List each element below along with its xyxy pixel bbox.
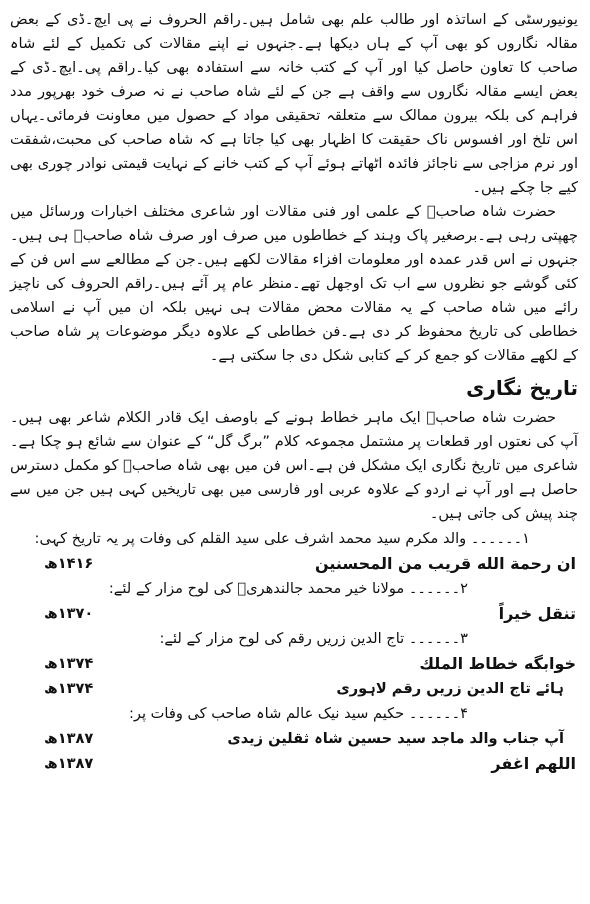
chronogram-caption: ۲۔۔۔۔۔۔ مولانا خیر محمد جالندھریؒ کی لوح مزار کے لئے: bbox=[108, 580, 468, 597]
chronogram-year: ۱۳۷۴ھ bbox=[44, 655, 94, 672]
chronogram-3-line2-row bbox=[10, 676, 578, 701]
chronogram-year: ۱۴۱۶ھ bbox=[44, 555, 94, 572]
chronogram-year: ۱۳۷۰ھ bbox=[44, 605, 94, 622]
chronogram-line-2: اللهم اغفر bbox=[491, 754, 576, 773]
section-paragraph: حضرت شاہ صاحبؒ ایک ماہر خطاط ہونے کے باوصف ایک قادر الکلام شاعر بھی ہیں۔آپ کی نعتوں اور قطعات پر مشتمل مجموعہ کلام ”برگ گل“ کے عنوان سے شائع ہو چکا ہے۔شاعری میں تاریخ نگاری ایک مشکل فن ہے۔اس فن میں بھی شاہ صاحبؒ کو مکمل دسترس حاصل ہے اور آپ نے اردو کے علاوہ عربی اور فارسی میں بھی تاریخیں کہی ہیں جن میں سے چند پیش کی جاتی ہیں۔ bbox=[10, 409, 578, 522]
chronogram-2-line-row bbox=[10, 601, 578, 626]
chronogram-1-caption-row bbox=[10, 526, 578, 551]
chronogram-4-line2-row bbox=[10, 751, 578, 776]
chronogram-line: تنقل خیراً bbox=[498, 604, 576, 623]
chronogram-4-caption-row bbox=[10, 701, 578, 726]
chronogram-caption: ۳۔۔۔۔۔۔ تاج الدین زریں رقم کی لوح مزار کے لئے: bbox=[159, 630, 468, 647]
chronogram-year-2: ۱۳۷۴ھ bbox=[44, 680, 94, 697]
section-heading: تاریخ نگاری bbox=[466, 376, 578, 400]
chronogram-year-2: ۱۳۸۷ھ bbox=[44, 755, 94, 772]
chronogram-caption: ۱۔۔۔۔۔۔ والد مکرم سید محمد اشرف علی سید القلم کی وفات پر یہ تاریخ کہی: bbox=[34, 530, 530, 547]
chronogram-3-caption-row bbox=[10, 626, 578, 651]
chronogram-line: خوابگه خطاط الملك bbox=[419, 654, 576, 673]
chronogram-1-line-row bbox=[10, 551, 578, 576]
chronogram-year: ۱۳۸۷ھ bbox=[44, 730, 94, 747]
chronogram-2-caption-row bbox=[10, 576, 578, 601]
intro-paragraph-2: حضرت شاہ صاحبؒ کے علمی اور فنی مقالات اور شاعری مختلف اخبارات ورسائل میں چھپتی رہی ہے۔برصغیر پاک وہند کے خطاطوں میں صرف اور صرف شاہ صاحبؒ ہی ہیں۔جنہوں نے اس قدر عمدہ اور معلومات افزاء مقالات لکھے ہیں۔جن کے مطالعے سے اس فن کے کئی گوشے جو نظروں سے اب تک اوجھل تھے۔منظر عام پر آئے ہیں۔راقم الحروف کی ناچیز رائے میں شاہ صاحب کے یہ مقالات محض مقالات ہی نہیں بلکہ ان میں آپ نے اسلامی خطاطی کی تاریخ محفوظ کر دی ہے۔فن خطاطی کے علاوہ دیگر موضوعات پر شاہ صاحب کے لکھے مقالات کو جمع کر کے کتابی شکل دی جا سکتی ہے۔ bbox=[10, 203, 578, 364]
chronogram-4-line-row bbox=[10, 726, 578, 751]
chronogram-line: آپ جناب والد ماجد سید حسین شاہ ثقلین زیدی bbox=[227, 730, 564, 747]
chronogram-list bbox=[10, 526, 578, 776]
intro-paragraph-1: یونیورسٹی کے اساتذہ اور طالب علم بھی شامل ہیں۔راقم الحروف نے پی ایچ۔ڈی کے بعض مقالہ نگاروں کو بھی آپ کے ہاں دیکھا ہے۔جنہوں نے اپنے مقالات کی تکمیل کے لئے شاہ صاحب کا تعاون حاصل کیا اور آپ کے کتب خانہ سے استفادہ بھی کیا۔راقم پی۔ایچ۔ڈی کے بعض ایسے مقالہ نگاروں سے واقف ہے جن کے لئے شاہ صاحب نے نہ صرف خود بھرپور مدد فراہم کی بلکہ بیرون ممالک سے متعلقہ تحقیقی مواد کے حصول میں معاونت فرمائی۔یہاں اس تلخ اور افسوس ناک حقیقت کا اظہار بھی کیا جاتا ہے کہ شاہ صاحب کی محبت،شفقت اور نرم مزاجی سے ناجائز فائدہ اٹھاتے ہوئے آپ کے کتب خانے کے نہایت قیمتی نوادر چوری بھی کیے جا چکے ہیں۔ bbox=[10, 11, 578, 196]
chronogram-line: ان رحمة الله قریب من المحسنین bbox=[314, 554, 576, 573]
chronogram-3-line-row bbox=[10, 651, 578, 676]
chronogram-line-2: ہائے تاج الدین زریں رقم لاہوری bbox=[336, 680, 564, 697]
chronogram-caption: ۴۔۔۔۔۔۔ حکیم سید نیک عالم شاہ صاحب کی وفات پر: bbox=[129, 705, 468, 722]
